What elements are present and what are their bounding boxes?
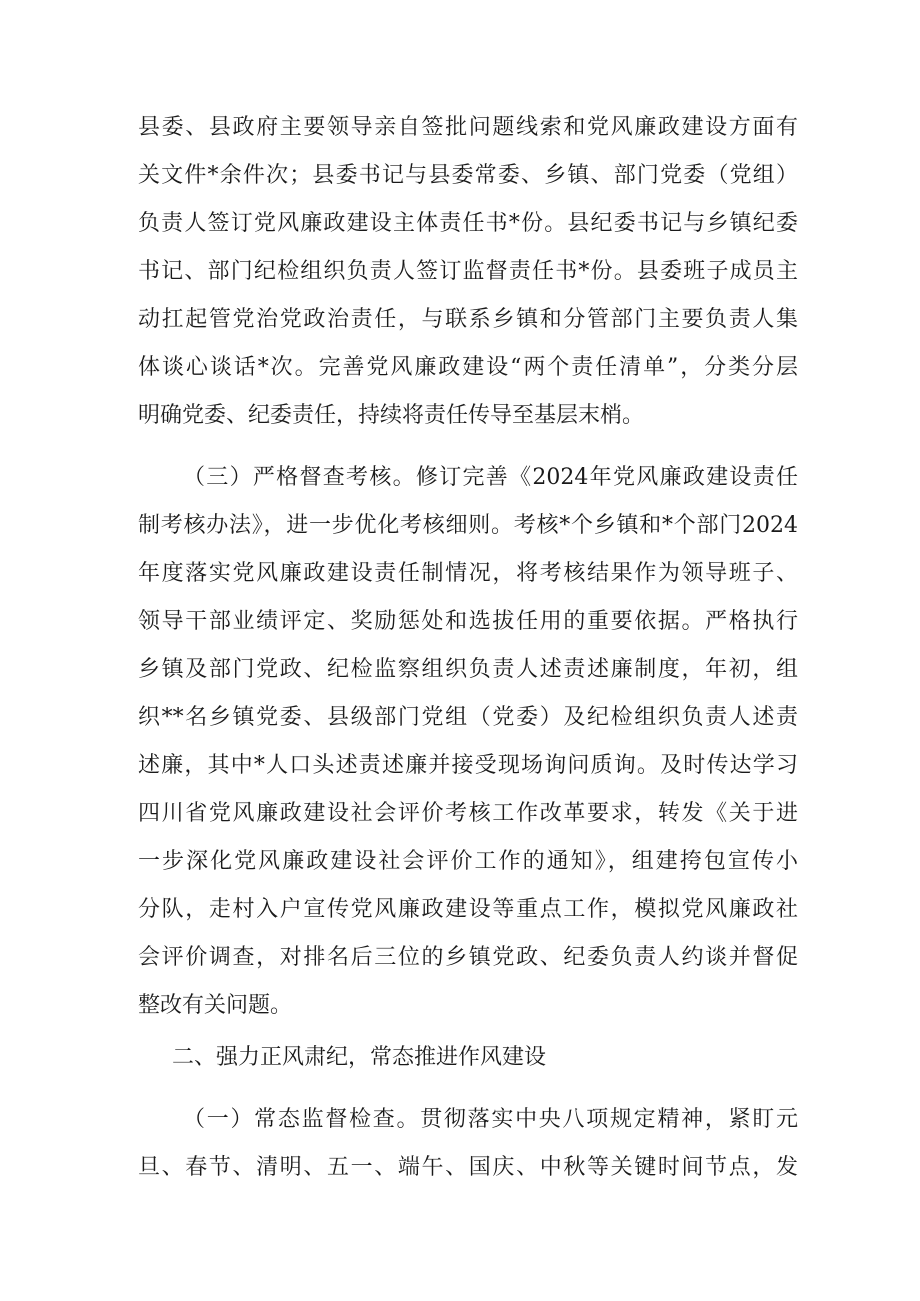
paragraph-1-line-1: 县委、县政府主要领导亲自签批问题线索和党风廉政建设方面有 [138, 115, 798, 140]
paragraph-1-line-5: 动扛起管党治党政治责任，与联系乡镇和分管部门主要负责人集 [138, 307, 798, 332]
paragraph-2-line-4: 领导干部业绩评定、奖励惩处和选拔任用的重要依据。严格执行 [138, 609, 798, 634]
paragraph-2-line-5: 乡镇及部门党政、纪检监察组织负责人述责述廉制度，年初，组 [138, 657, 798, 682]
paragraph-2-line-6: 织**名乡镇党委、县级部门党组（党委）及纪检组织负责人述责 [138, 705, 798, 730]
paragraph-2-line-12: 整改有关问题。 [138, 993, 293, 1018]
paragraph-1-line-7: 明确党委、纪委责任，持续将责任传导至基层末梢。 [138, 403, 645, 428]
paragraph-2-line-10: 分队，走村入户宣传党风廉政建设等重点工作，模拟党风廉政社 [138, 897, 798, 922]
paragraph-3-line-2: 旦、春节、清明、五一、端午、国庆、中秋等关键时间节点，发 [138, 1155, 798, 1180]
paragraph-3-line-1: （一）常态监督检查。贯彻落实中央八项规定精神，紧盯元 [183, 1107, 798, 1132]
paragraph-1-line-2: 关文件*余件次；县委书记与县委常委、乡镇、部门党委（党组） [138, 163, 798, 188]
paragraph-1-line-6: 体谈心谈话*次。完善党风廉政建设“两个责任清单”，分类分层 [138, 355, 798, 380]
paragraph-2-line-3: 年度落实党风廉政建设责任制情况，将考核结果作为领导班子、 [138, 561, 798, 586]
paragraph-2-line-11: 会评价调查，对排名后三位的乡镇党政、纪委负责人约谈并督促 [138, 945, 798, 970]
paragraph-1-line-3: 负责人签订党风廉政建设主体责任书*份。县纪委书记与乡镇纪委 [138, 211, 798, 236]
paragraph-2-line-7: 述廉，其中*人口头述责述廉并接受现场询问质询。及时传达学习 [138, 753, 798, 778]
paragraph-2-line-8: 四川省党风廉政建设社会评价考核工作改革要求，转发《关于进 [138, 801, 798, 826]
paragraph-1-line-4: 书记、部门纪检组织负责人签订监督责任书*份。县委班子成员主 [138, 259, 798, 284]
paragraph-2-line-9: 一步深化党风廉政建设社会评价工作的通知》，组建挎包宣传小 [138, 849, 798, 874]
paragraph-2-line-2: 制考核办法》，进一步优化考核细则。考核*个乡镇和*个部门2024 [138, 513, 798, 538]
paragraph-2-line-1: （三）严格督查考核。修订完善《2024年党风廉政建设责任 [183, 465, 798, 490]
section-heading: 二、强力正风肃纪，常态推进作风建设 [172, 1045, 547, 1070]
